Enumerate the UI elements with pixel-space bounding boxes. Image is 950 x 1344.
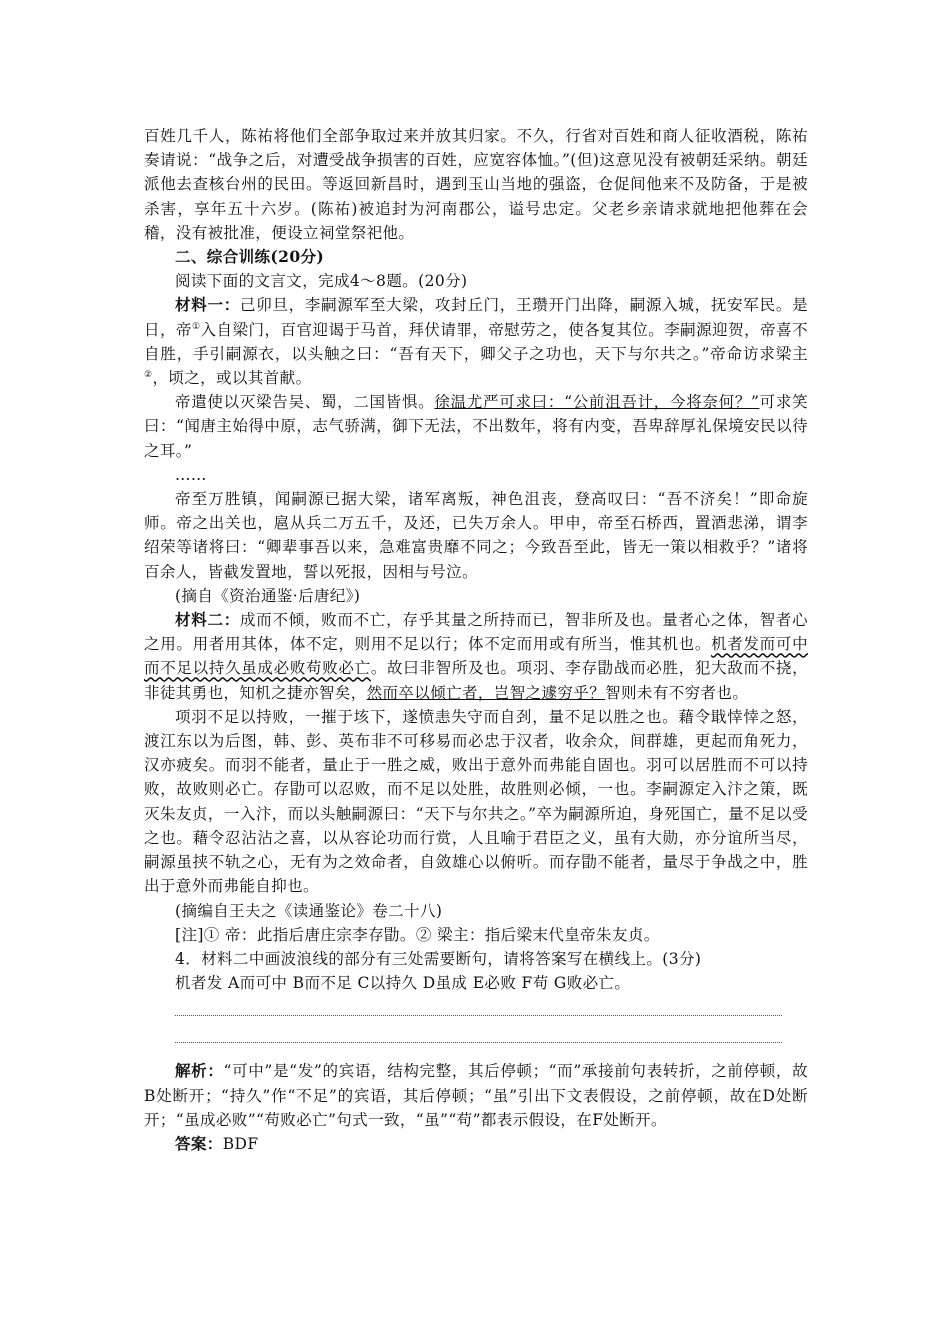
- footnote-marker-2: ②: [144, 369, 153, 380]
- question-4-text: 机者发 A而可中 B而不足 C以持久 D虽成 E必败 F苟 G败必亡。: [175, 974, 631, 993]
- analysis-paragraph: 解析：“可中”是“发”的宾语，结构完整，其后停顿；“而”承接前句表转折，之前停顿，故B处断开；“持久”作“不足”的宾语，其后停顿；“虽”引出下文表假设，之前停顿，故在D处断开；“虽成必败”“苟败必亡”句式一致，“虽”“苟”都表示假设，在F处断开。: [144, 1061, 808, 1129]
- wavy-underlined-text: 机者发而可中而不足以持久虽成必败苟败必亡: [144, 635, 808, 678]
- material2-paragraph2: 项羽不足以持败，一摧于垓下，遂愤恚失守而自刭，量不足以胜之也。藉令戢悻悻之怒，渡江东以为后图，韩、彭、英布非不可移易而必忠于汉者，收余众，间群雄，更起而角死力，汉亦疲矣。而羽不能者，量止于一胜之威，败出于意外而弗能自固也。羽可以居胜而不可以持败，故败则必亡。存勖可以忍败，而不足以处胜，故胜则必倾，一也。李嗣源定入汴之策，既灭朱友贞，一入汴，而以头触嗣源曰：“天下与尔共之。”卒为嗣源所迫，身死国亡，量不足以受之也。藉令忍沾沾之喜，以从容论功而行赏，人且喻于君臣之义，虽有大勋，亦分谊所当尽，嗣源虽挟不轨之心，无有为之效命者，自敛雄心以俯听。而存勖不能者，量尽于争战之中，胜出于意外而弗能自抑也。: [144, 707, 808, 896]
- material2-paragraph1: 材料二：成而不倾，败而不亡，存乎其量之所持而已，智非所及也。量者心之体，智者心之用。用者用其体，体不定，则用不足以行；体不定而用或有所当，惟其机也。机者发而可中而不足以持久虽成必败苟败必亡。故曰非智所及也。项羽、李存勖战而必胜，犯大敌而不挠，非徒其勇也，知机之捷亦智矣，然而卒以倾亡者，岂智之遽穷乎？智则未有不穷者也。: [144, 610, 808, 702]
- document-page: [144, 124, 808, 1156]
- underlined-sentence-2: 然而卒以倾亡者，岂智之遽穷乎？: [366, 683, 606, 702]
- material1-paragraph1: 材料一：己卯旦，李嗣源军至大梁，攻封丘门，王瓒开门出降，嗣源入城，抚安军民。是日，帝①入自梁门，百官迎谒于马首，拜伏请罪，帝慰劳之，使各复其位。李嗣源迎贺，帝喜不自胜，手引嗣源衣，以头触之曰：“吾有天下，卿父子之功也，天下与尔共之。”帝命访求梁主②，顷之，或以其首献。: [144, 295, 809, 388]
- question-4: 4．材料二中画波浪线的部分有三处需要断句，请将答案写在横线上。(3分): [175, 949, 702, 968]
- material1-label: 材料一：: [175, 295, 240, 315]
- material1-paragraph3: 帝至万胜镇，闻嗣源已据大梁，诸军离叛，神色沮丧，登高叹曰：“吾不济矣！”即命旋师。帝之出关也，扈从兵二万五千，及还，已失万余人。甲申，帝至石桥西，置酒悲涕，谓李绍荣等诸将曰：“卿辈事吾以来，急难富贵靡不同之；今致吾至此，皆无一策以相救乎？”诸将百余人，皆截发置地，誓以死报，因相与号泣。: [144, 490, 808, 581]
- answer-value: BDF: [222, 1134, 259, 1153]
- answer-line-1[interactable]: [175, 1015, 782, 1016]
- material1-paragraph2: 帝遣使以灭梁告吴、蜀，二国皆惧。徐温尤严可求曰：“公前沮吾计，今将奈何？”可求笑曰：“闻唐主始得中原，志气骄满，御下无法，不出数年，将有内变，吾卑辞厚礼保境安民以待之耳。”: [144, 393, 809, 460]
- answer-paragraph: [144, 1132, 808, 1156]
- answer-label: 答案：: [175, 1133, 223, 1153]
- intro-paragraph: 百姓几千人，陈祐将他们全部争取过来并放其归家。不久，行省对百姓和商人征收酒税，陈祐奏请说：“战争之后，对遭受战争损害的百姓，应宽容体恤。”(但)这意见没有被朝廷采纳。朝廷派他去查核台州的民田。等返回新昌时，遇到玉山当地的强盗，仓促间他来不及防备，于是被杀害，享年五十六岁。(陈祐)被追封为河南郡公，谥号忠定。父老乡亲请求就地把他葬在会稽，没有被批准，便设立祠堂祭祀他。: [144, 127, 808, 242]
- ellipsis: ……: [175, 465, 207, 484]
- section-heading: 二、综合训练(20分): [175, 247, 325, 267]
- material2-source: (摘编自王夫之《读通鉴论》卷二十八): [175, 901, 443, 920]
- material2-label: 材料二：: [175, 610, 240, 630]
- reading-instruction: 阅读下面的文言文，完成4～8题。(20分): [175, 272, 468, 291]
- footnote-marker-1: ①: [191, 321, 201, 332]
- analysis-label: 解析：: [175, 1061, 224, 1081]
- underlined-sentence-1: 徐温尤严可求曰：“公前沮吾计，今将奈何？”: [434, 393, 760, 412]
- material1-source: (摘自《资治通鉴·后唐纪》): [175, 586, 361, 605]
- footnotes: [注]① 帝：此指后唐庄宗李存勖。② 梁主：指后梁末代皇帝朱友贞。: [175, 925, 660, 944]
